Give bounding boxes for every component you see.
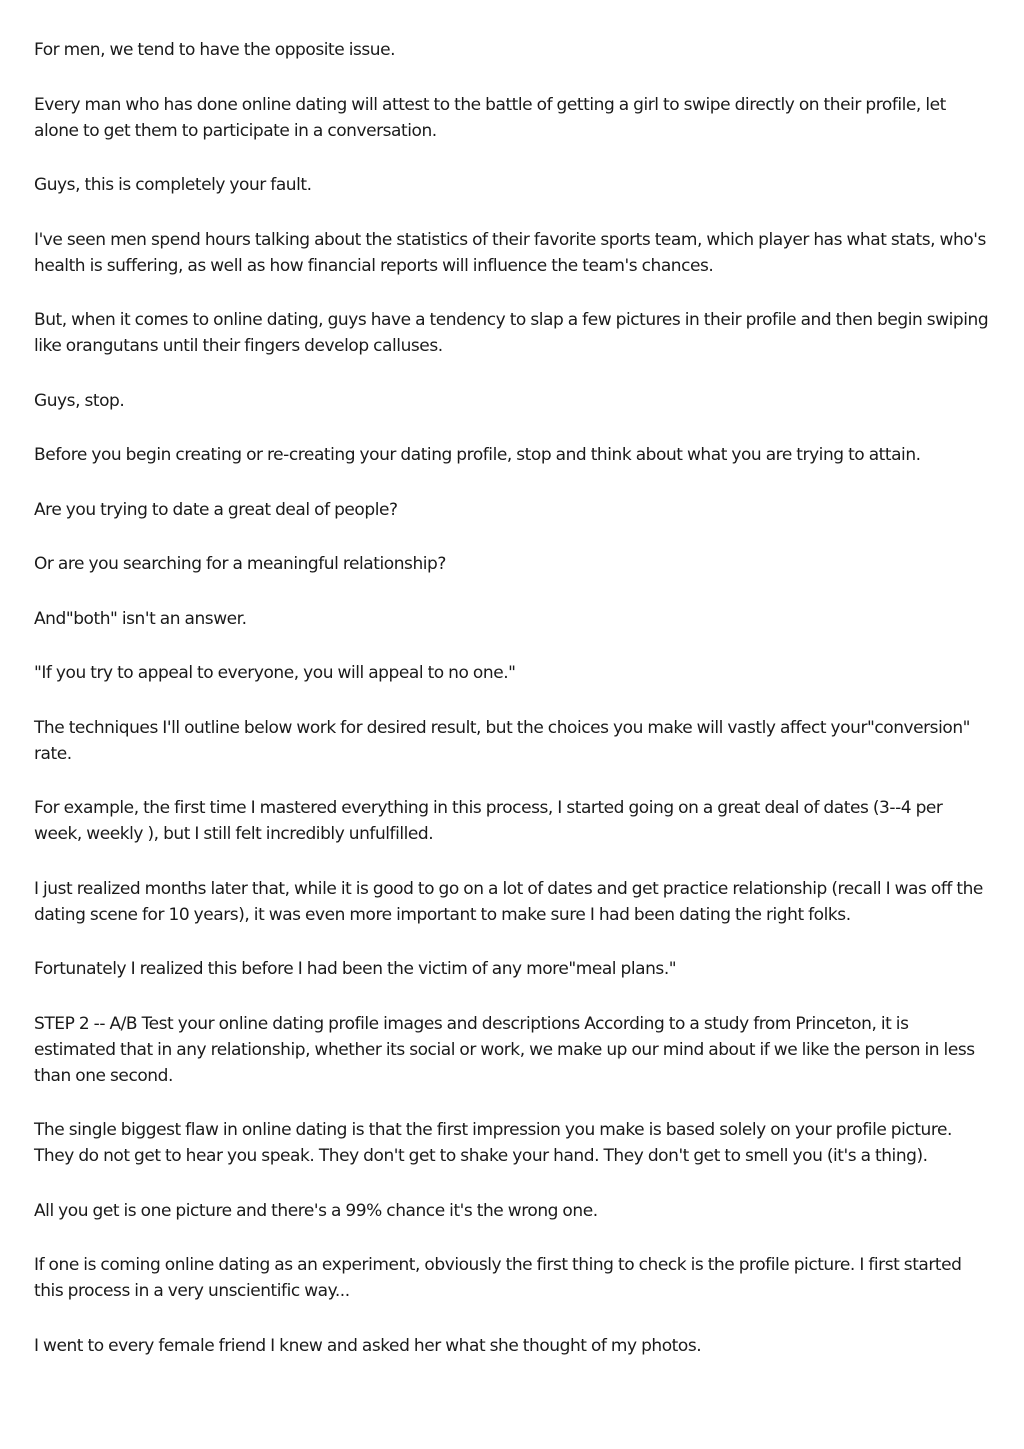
paragraph-4: I've seen men spend hours talking about the statistics of their favorite sports team, which player has what stats, who's health is suffering, as well as how financial reports will influence the team's chances. xyxy=(34,229,986,276)
paragraph-6: Guys, stop. xyxy=(34,390,125,411)
paragraph-13: For example, the first time I mastered everything in this process, I started going on a great deal of dates (3--4 per week, weekly ), but I still felt incredibly unfulfilled. xyxy=(34,798,943,844)
paragraph-14: I just realized months later that, while it is good to go on a lot of dates and get practice relationship (recall I was off the dating scene for 10 years), it was even more important to make sure I had been dating the right folks. xyxy=(34,878,983,925)
paragraph-12: The techniques I'll outline below work for desired result, but the choices you make will vastly affect your"conversion" rate. xyxy=(34,717,971,764)
paragraph-18: All you get is one picture and there's a 99% chance it's the wrong one. xyxy=(34,1200,598,1221)
paragraph-15: Fortunately I realized this before I had been the victim of any more"meal plans." xyxy=(34,959,677,979)
paragraph-7: Before you begin creating or re-creating your dating profile, stop and think about what you are trying to attain. xyxy=(34,445,921,465)
paragraph-9: Or are you searching for a meaningful relationship? xyxy=(34,554,446,574)
paragraph-16: STEP 2 -- A/B Test your online dating profile images and descriptions According to a study from Princeton, it is estimated that in any relationship, whether its social or work, we make up our mind about if we like the person in less than one second. xyxy=(34,1013,975,1086)
paragraph-3: Guys, this is completely your fault. xyxy=(34,175,312,195)
paragraph-20: I went to every female friend I knew and asked her what she thought of my photos. xyxy=(34,1335,702,1356)
paragraph-10: And"both" isn't an answer. xyxy=(34,608,247,629)
paragraph-8: Are you trying to date a great deal of people? xyxy=(34,499,398,520)
document-body xyxy=(34,37,994,1387)
paragraph-17: The single biggest flaw in online dating is that the first impression you make is based solely on your profile picture. They do not get to hear you speak. They don't get to shake your hand. They don't get to smell you (it's a thing). xyxy=(34,1120,952,1166)
paragraph-5: But, when it comes to online dating, guys have a tendency to slap a few pictures in their profile and then begin swiping like orangutans until their fingers develop calluses. xyxy=(34,310,989,356)
paragraph-2: Every man who has done online dating will attest to the battle of getting a girl to swipe directly on their profile, let alone to get them to participate in a conversation. xyxy=(34,94,946,141)
paragraph-1: For men, we tend to have the opposite issue. xyxy=(34,40,396,60)
paragraph-19: If one is coming online dating as an experiment, obviously the first thing to check is the profile picture. I first started this process in a very unscientific way... xyxy=(34,1255,962,1301)
paragraph-11: "If you try to appeal to everyone, you will appeal to no one." xyxy=(34,663,516,683)
